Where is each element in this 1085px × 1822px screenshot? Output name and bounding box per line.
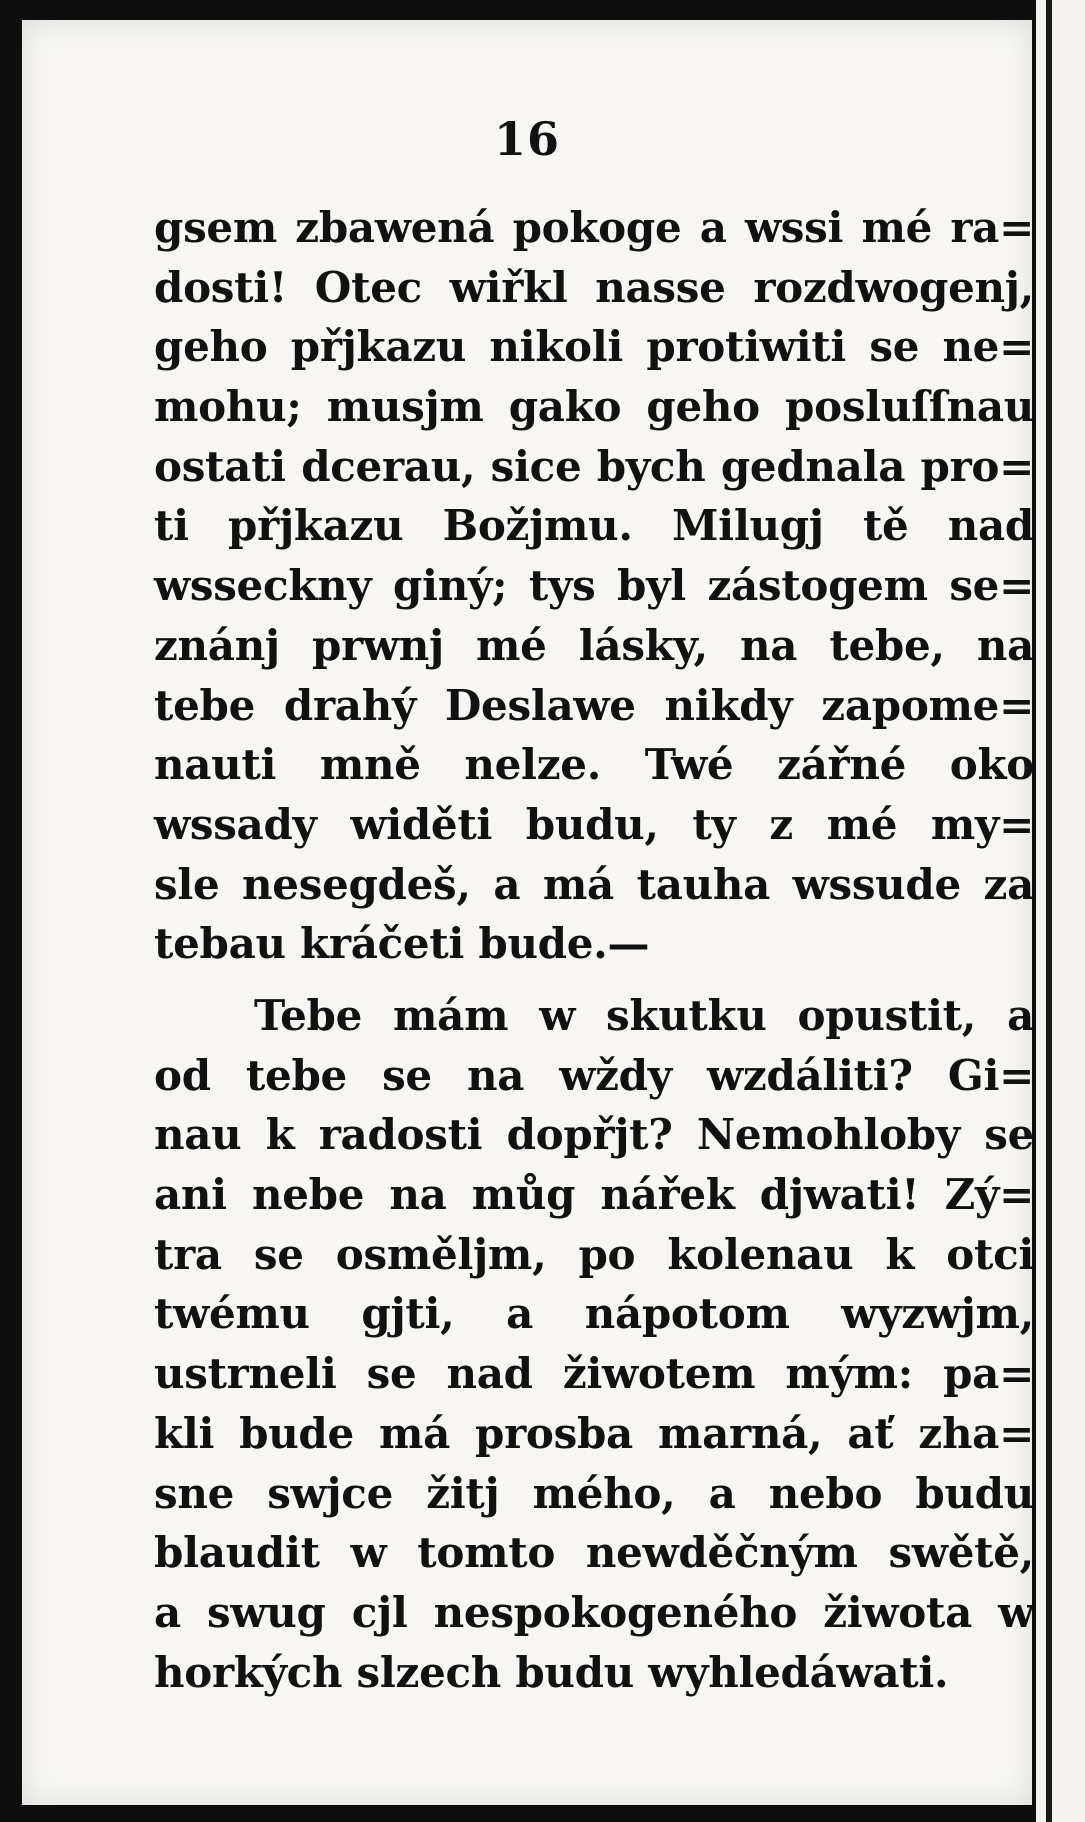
text-line: wsseckny giný; tys byl zástogem se= (154, 561, 1034, 611)
paragraph-2 (154, 986, 1034, 1702)
text-line: nau k radosti dopřjt? Nemohloby se (154, 1110, 1034, 1160)
text-line: mohu; musjm gako geho posluſſnau (154, 382, 1034, 432)
text-line: gsem zbawená pokoge a wssi mé ra= (154, 203, 1034, 252)
paragraph-1 (154, 198, 1034, 974)
text-line-last: horkých slzech budu wyhledáwati. (154, 1647, 949, 1697)
text-line: dosti! Otec wiřkl nasse rozdwogenj, (154, 262, 1034, 312)
page-number: 16 (493, 112, 560, 166)
text-line: ani nebe na můg nářek djwati! Zý= (154, 1170, 1034, 1220)
text-line: znánj prwnj mé lásky, na tebe, na (154, 620, 1034, 670)
text-line: blaudit w tomto newděčným swětě, (154, 1528, 1034, 1578)
text-line: kli bude má prosba marná, ať zha= (154, 1408, 1034, 1458)
text-line: nauti mně nelze. Twé zářné oko (154, 740, 1034, 790)
text-line: geho přjkazu nikoli protiwiti se ne= (154, 322, 1034, 372)
book-page (22, 20, 1032, 1805)
page-gutter-line (1046, 0, 1052, 1822)
text-line: tebe drahý Deslawe nikdy zapome= (154, 680, 1034, 730)
text-line: sle nesegdeš, a má tauha wssude za (154, 859, 1034, 909)
text-line: tra se osměljm, po kolenau k otci (154, 1229, 1034, 1279)
adjacent-page-edge (1036, 0, 1085, 1822)
text-line: twému gjti, a nápotom wyzwjm, (154, 1289, 1034, 1339)
text-line-indented: Tebe mám w skutku opustit, a (254, 991, 1034, 1040)
text-line-last: tebau kráčeti bude.— (154, 919, 650, 969)
text-line: ustrneli se nad žiwotem mým: pa= (154, 1349, 1034, 1399)
text-line: ostati dcerau, sice bych gednala pro= (154, 441, 1034, 491)
text-line: wssady widěti budu, ty z mé my= (154, 799, 1034, 849)
text-line: sne swjce žitj mého, a nebo budu (154, 1468, 1034, 1518)
text-line: od tebe se na wždy wzdáliti? Gi= (154, 1050, 1034, 1100)
text-line: a swug cjl nespokogeného žiwota w (154, 1587, 1034, 1637)
text-line: ti přjkazu Božjmu. Milugj tě nad (154, 501, 1034, 551)
